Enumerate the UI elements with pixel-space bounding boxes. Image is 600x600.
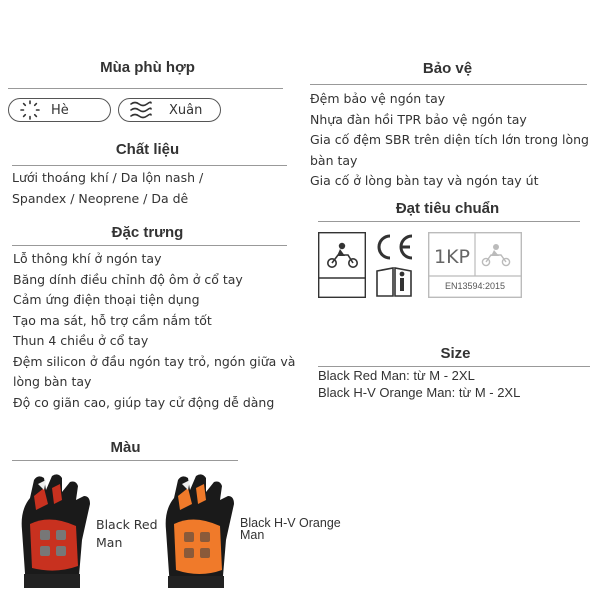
- color-label-line: Man: [96, 535, 123, 550]
- wind-icon: [129, 99, 153, 121]
- features-title: Đặc trưng: [111, 224, 184, 241]
- feature-line: lòng bàn tay: [13, 374, 92, 389]
- protection-divider: [310, 84, 587, 85]
- feature-line: Đệm silicon ở đầu ngón tay trỏ, ngón giữa và: [13, 353, 296, 369]
- material-divider: [12, 165, 287, 166]
- material-line: Lưới thoáng khí / Da lộn nash /: [12, 170, 204, 185]
- user-manual-symbol: [374, 266, 414, 298]
- colors-divider: [12, 460, 238, 461]
- standard-title: Đạt tiêu chuẩn: [395, 200, 500, 217]
- protection-line: Nhựa đàn hồi TPR bảo vệ ngón tay: [310, 111, 527, 127]
- sun-icon: [19, 99, 41, 121]
- feature-line: Cảm ứng điện thoại tiện dụng: [13, 292, 200, 307]
- protection-line: Gia cố đệm SBR trên diện tích lớn trong lòng: [310, 132, 589, 147]
- material-list: [12, 168, 203, 209]
- cert-norm-text: EN13594:2015: [444, 281, 506, 291]
- feature-line: Độ co giãn cao, giúp tay cử động dễ dàng: [13, 394, 275, 410]
- cert-level-text: 1KP: [433, 246, 470, 268]
- color-label-black-red: [96, 516, 158, 552]
- season-divider: [8, 88, 283, 89]
- cert-level-badge: [428, 232, 522, 298]
- season-chip-spring[interactable]: [118, 98, 221, 122]
- motorcycle-rider-icon: [318, 232, 366, 298]
- feature-line: Băng dính điều chỉnh độ ôm ở cổ tay: [13, 271, 243, 287]
- protection-list: [310, 89, 589, 192]
- feature-line: Lỗ thông khí ở ngón tay: [13, 251, 162, 266]
- glove-black-hv-orange-image: [160, 470, 240, 595]
- material-title: Chất liệu: [115, 141, 180, 158]
- material-line: Spandex / Neoprene / Da dê: [12, 190, 189, 206]
- size-line: Black Red Man: từ M - 2XL: [318, 368, 475, 383]
- size-list: [318, 367, 520, 401]
- glove-black-red-image: [16, 470, 96, 595]
- feature-line: Tạo ma sát, hỗ trợ cầm nắm tốt: [13, 312, 212, 328]
- color-option-black-red[interactable]: [16, 470, 96, 595]
- season-label-summer: Hè: [51, 102, 69, 118]
- season-label-spring: Xuân: [169, 102, 203, 118]
- user-manual-icon: [374, 266, 414, 298]
- color-option-black-hv-orange[interactable]: [160, 470, 240, 595]
- ce-mark-icon: [372, 232, 416, 262]
- color-label-line: Man: [240, 528, 265, 542]
- size-title: Size: [440, 345, 471, 362]
- ce-mark: [372, 232, 416, 262]
- features-divider: [12, 245, 287, 246]
- season-chip-summer[interactable]: [8, 98, 111, 122]
- season-title: Mùa phù hợp: [100, 59, 195, 76]
- cert-motorcycle-badge: [318, 232, 366, 298]
- color-label-black-hv-orange: [240, 517, 341, 541]
- color-label-line: Black Red: [96, 517, 158, 532]
- features-list: [13, 249, 295, 413]
- color-label-line: Black H-V Orange: [240, 516, 341, 530]
- standard-divider: [318, 221, 580, 222]
- protection-title: Bảo vệ: [422, 60, 473, 77]
- protection-line: Gia cố ở lòng bàn tay và ngón tay út: [310, 173, 539, 188]
- size-line: Black H-V Orange Man: từ M - 2XL: [318, 385, 521, 400]
- protection-line: Đệm bảo vệ ngón tay: [310, 91, 446, 106]
- protection-line: bàn tay: [310, 152, 358, 168]
- feature-line: Thun 4 chiều ở cổ tay: [13, 333, 149, 348]
- colors-title: Màu: [110, 439, 141, 456]
